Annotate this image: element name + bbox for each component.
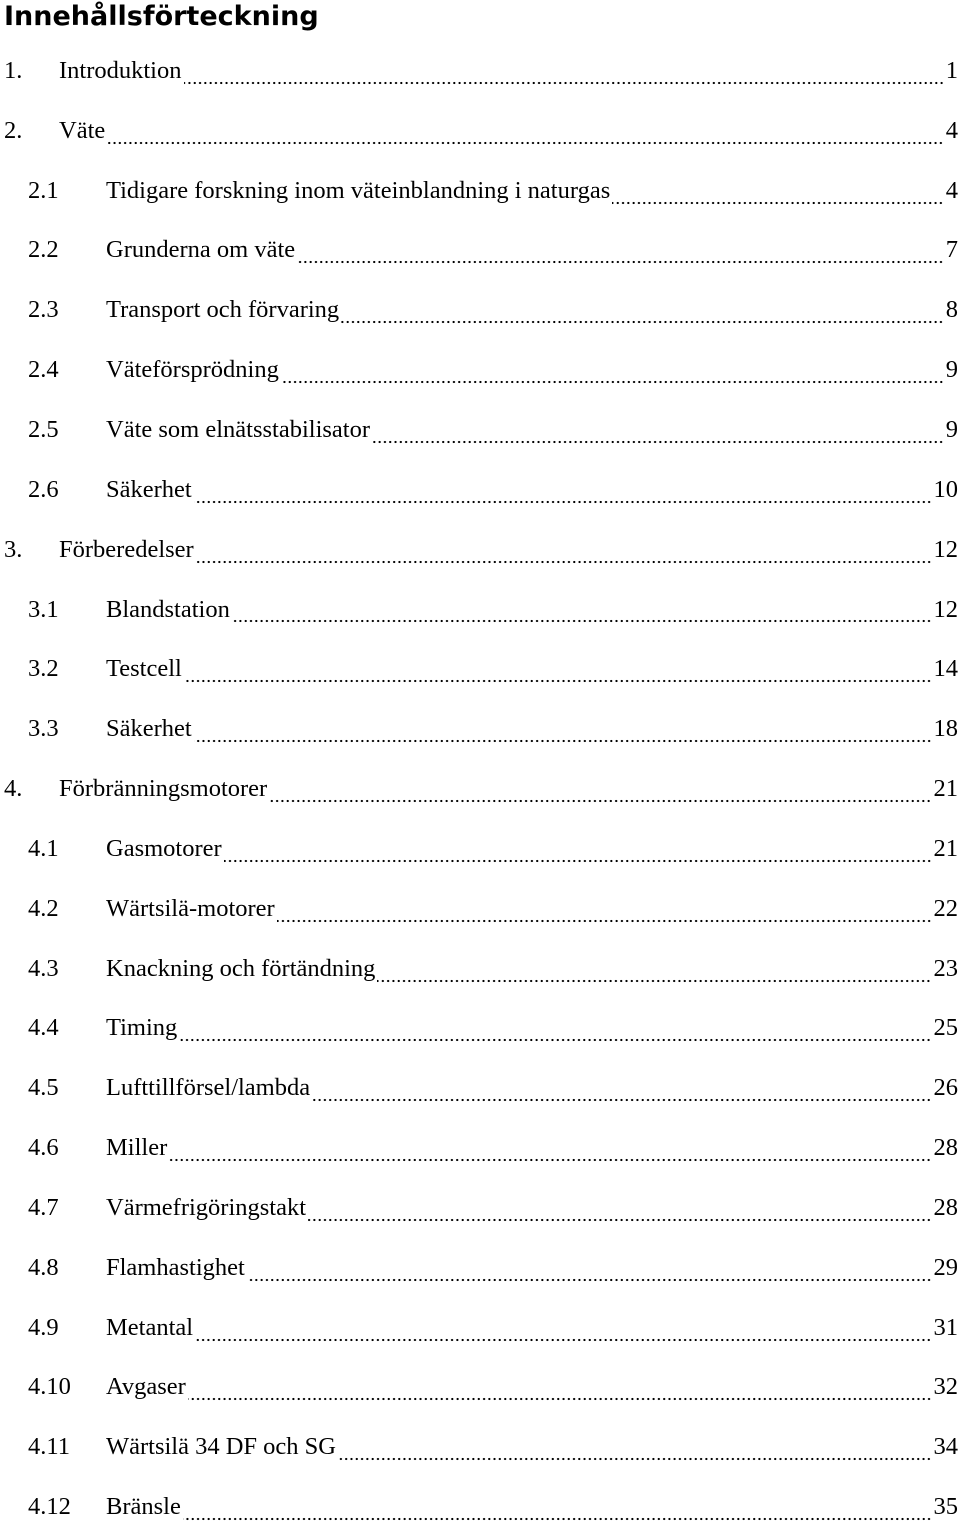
toc-entry-title: Transport och förvaring (106, 295, 341, 325)
toc-entry-page-number: 35 (932, 1492, 960, 1522)
toc-dot-leader (196, 560, 932, 564)
toc-dot-leader (372, 440, 944, 444)
toc-entry[interactable] (0, 759, 960, 819)
toc-entry-number: 2.6 (0, 475, 106, 505)
toc-entry-title: Säkerhet (106, 714, 194, 744)
toc-dot-leader (341, 320, 944, 324)
toc-entry-title: Förbränningsmotorer (59, 774, 269, 804)
toc-dot-leader (179, 1038, 931, 1042)
toc-entry-page-number: 4 (944, 116, 960, 146)
toc-dot-leader (297, 260, 944, 264)
toc-dot-leader (281, 380, 944, 384)
toc-entry-title: Testcell (106, 654, 184, 684)
toc-entry-number: 4.4 (0, 1013, 106, 1043)
toc-entry-title: Säkerhet (106, 475, 194, 505)
toc-entry-page-number: 7 (944, 235, 960, 265)
toc-dot-leader (194, 500, 932, 504)
toc-entry-title: Blandstation (106, 595, 232, 625)
toc-entry-number: 1. (0, 56, 59, 86)
toc-entry-page-number: 28 (932, 1193, 960, 1223)
toc-dot-leader (107, 141, 944, 145)
toc-entry-number: 2. (0, 116, 59, 146)
toc-entry[interactable] (0, 1058, 960, 1118)
toc-entry[interactable] (0, 400, 960, 460)
toc-entry[interactable] (0, 1358, 960, 1418)
toc-title: Innehållsförteckning (4, 0, 319, 34)
toc-entry-title: Gasmotorer (106, 834, 224, 864)
toc-entry-title: Väte (59, 116, 107, 146)
toc-entry-title: Tidigare forskning inom väteinblandning i naturgas (106, 176, 612, 206)
toc-entry-number: 4.11 (0, 1432, 106, 1462)
toc-entry-title: Förberedelser (59, 535, 196, 565)
toc-dot-leader (612, 201, 944, 205)
toc-entry[interactable] (0, 340, 960, 400)
toc-entry-number: 4.8 (0, 1253, 106, 1283)
toc-entry-page-number: 18 (932, 714, 960, 744)
toc-entry[interactable] (0, 819, 960, 879)
toc-dot-leader (338, 1457, 932, 1461)
toc-entry-title: Väte som elnätsstabilisator (106, 415, 372, 445)
toc-entry-page-number: 1 (944, 56, 960, 86)
toc-entry-title: Miller (106, 1133, 169, 1163)
toc-entry-title: Timing (106, 1013, 179, 1043)
toc-dot-leader (308, 1218, 931, 1222)
toc-entry-page-number: 34 (932, 1432, 960, 1462)
toc-entry[interactable] (0, 879, 960, 939)
toc-entry-title: Lufttillförsel/lambda (106, 1073, 312, 1103)
toc-entry-number: 2.3 (0, 295, 106, 325)
toc-dot-leader (247, 1278, 932, 1282)
toc-entry[interactable] (0, 41, 960, 101)
toc-entry-title: Introduktion (59, 56, 184, 86)
toc-entry-page-number: 22 (932, 894, 960, 924)
toc-entry[interactable] (0, 639, 960, 699)
toc-entry-number: 4.5 (0, 1073, 106, 1103)
toc-entry[interactable] (0, 1417, 960, 1477)
toc-entry-title: Bränsle (106, 1492, 183, 1522)
toc-entry-page-number: 8 (944, 295, 960, 325)
toc-entry[interactable] (0, 520, 960, 580)
toc-entry-page-number: 32 (932, 1372, 960, 1402)
toc-entry[interactable] (0, 1118, 960, 1178)
toc-entry[interactable] (0, 699, 960, 759)
toc-entry-page-number: 12 (932, 595, 960, 625)
toc-dot-leader (232, 619, 932, 623)
toc-entry-number: 4.2 (0, 894, 106, 924)
toc-entry-page-number: 4 (944, 176, 960, 206)
toc-entry-page-number: 29 (932, 1253, 960, 1283)
toc-entry-title: Wärtsilä-motorer (106, 894, 277, 924)
toc-entry[interactable] (0, 221, 960, 281)
toc-entry-number: 2.4 (0, 355, 106, 385)
toc-entry-number: 2.5 (0, 415, 106, 445)
toc-entry-number: 4.3 (0, 954, 106, 984)
toc-dot-leader (269, 799, 931, 803)
toc-dot-leader (224, 859, 932, 863)
toc-entry-number: 4.10 (0, 1372, 106, 1402)
toc-entry-title: Wärtsilä 34 DF och SG (106, 1432, 338, 1462)
toc-dot-leader (277, 919, 932, 923)
toc-entry-number: 3. (0, 535, 59, 565)
toc-dot-leader (184, 679, 932, 683)
toc-entry-page-number: 12 (932, 535, 960, 565)
toc-entry[interactable] (0, 580, 960, 640)
toc-entry-page-number: 9 (944, 355, 960, 385)
toc-entry-page-number: 21 (932, 774, 960, 804)
toc-entry-page-number: 25 (932, 1013, 960, 1043)
toc-entry-number: 4.9 (0, 1313, 106, 1343)
toc-entry-title: Avgaser (106, 1372, 188, 1402)
toc-dot-leader (194, 739, 932, 743)
toc-entry-title: Metantal (106, 1313, 195, 1343)
toc-entry-page-number: 26 (932, 1073, 960, 1103)
toc-entry-title: Grunderna om väte (106, 235, 297, 265)
toc-entry-title: Knackning och förtändning (106, 954, 377, 984)
toc-entry-title: Flamhastighet (106, 1253, 247, 1283)
toc-entry[interactable] (0, 161, 960, 221)
toc-entry[interactable] (0, 101, 960, 161)
toc-entry-page-number: 21 (932, 834, 960, 864)
toc-entry-number: 4. (0, 774, 59, 804)
toc-entry-number: 4.12 (0, 1492, 106, 1522)
toc-entry-number: 4.6 (0, 1133, 106, 1163)
toc-dot-leader (169, 1158, 931, 1162)
toc-list (0, 41, 960, 1537)
toc-entry[interactable] (0, 1178, 960, 1238)
toc-entry-number: 4.1 (0, 834, 106, 864)
toc-entry-number: 3.2 (0, 654, 106, 684)
toc-entry-title: Värmefrigöringstakt (106, 1193, 308, 1223)
toc-dot-leader (195, 1338, 931, 1342)
toc-entry[interactable] (0, 1477, 960, 1537)
toc-entry-number: 2.2 (0, 235, 106, 265)
toc-dot-leader (188, 1397, 932, 1401)
toc-entry[interactable] (0, 1238, 960, 1298)
toc-entry-page-number: 28 (932, 1133, 960, 1163)
toc-entry-page-number: 14 (932, 654, 960, 684)
toc-entry[interactable] (0, 1298, 960, 1358)
toc-entry[interactable] (0, 280, 960, 340)
toc-entry-title: Väteförsprödning (106, 355, 281, 385)
toc-entry-page-number: 10 (932, 475, 960, 505)
toc-entry-number: 3.1 (0, 595, 106, 625)
toc-entry-number: 2.1 (0, 176, 106, 206)
toc-entry[interactable] (0, 999, 960, 1059)
toc-dot-leader (312, 1098, 931, 1102)
toc-entry-number: 3.3 (0, 714, 106, 744)
toc-entry[interactable] (0, 460, 960, 520)
toc-entry-number: 4.7 (0, 1193, 106, 1223)
toc-dot-leader (377, 979, 931, 983)
toc-entry[interactable] (0, 939, 960, 999)
toc-entry-page-number: 23 (932, 954, 960, 984)
toc-entry-page-number: 31 (932, 1313, 960, 1343)
toc-dot-leader (184, 81, 944, 85)
toc-entry-page-number: 9 (944, 415, 960, 445)
